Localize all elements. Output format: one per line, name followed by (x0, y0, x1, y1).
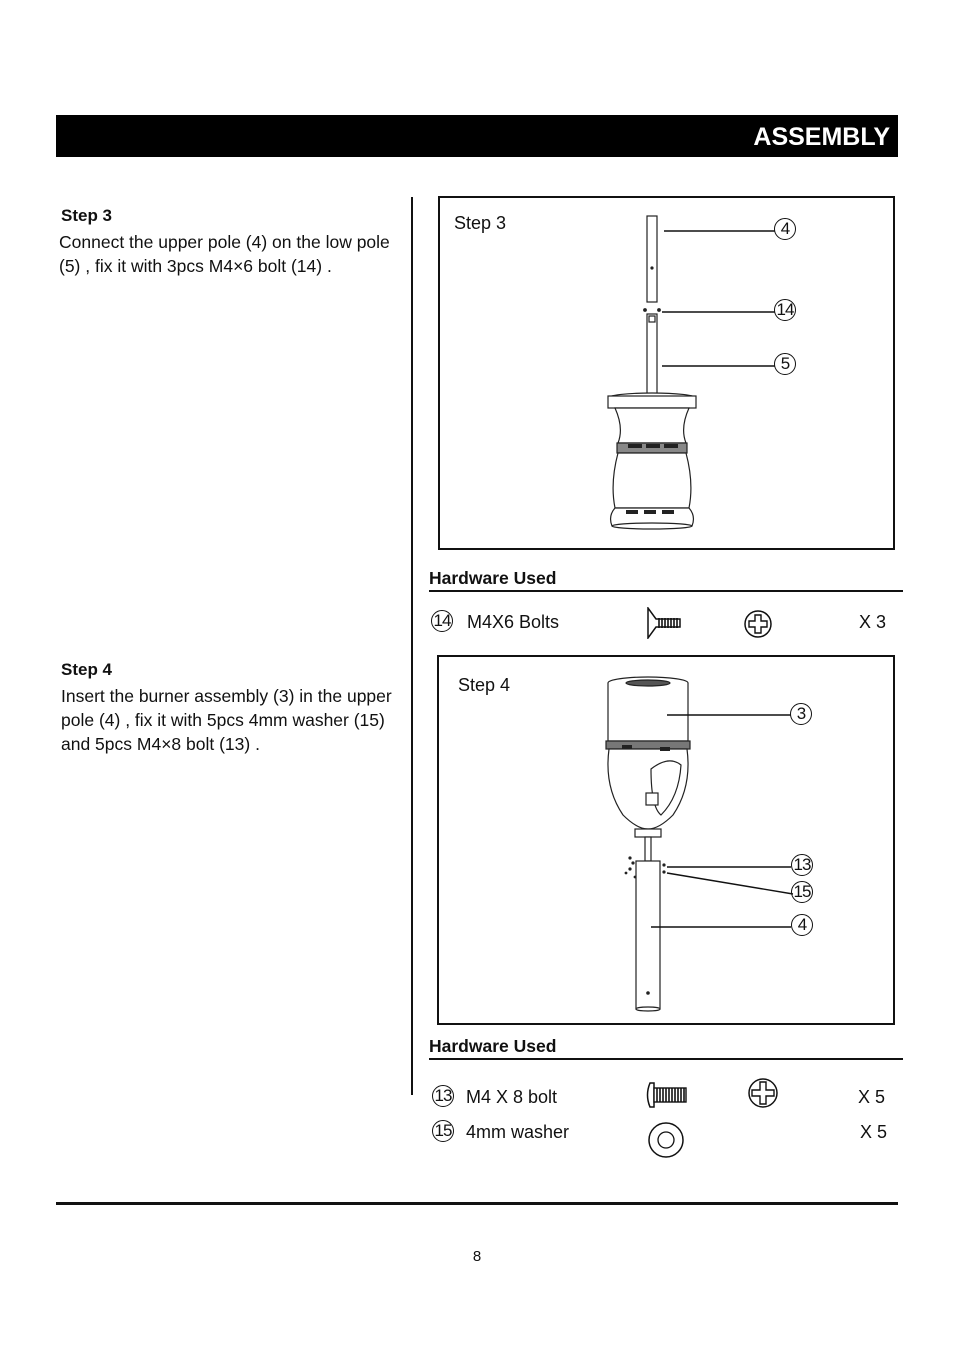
page-number: 8 (472, 1248, 482, 1265)
callout-15: 15 (791, 881, 813, 903)
hardware-number-15: 15 (432, 1120, 454, 1142)
callout-3: 3 (790, 703, 812, 725)
callout-4: 4 (774, 218, 796, 240)
footer-rule (56, 1202, 898, 1205)
callout-5: 5 (774, 353, 796, 375)
hardware-number-14: 14 (431, 610, 453, 632)
hardware-used-heading: Hardware Used (429, 1036, 557, 1056)
callout-4: 4 (791, 914, 813, 936)
step3-heading: Step 3 (61, 206, 113, 225)
step4-illustration (439, 657, 893, 1023)
hardware-qty-13: X 5 (858, 1087, 886, 1107)
page-title: ASSEMBLY (753, 123, 890, 151)
column-divider (411, 197, 413, 1095)
step3-instructions: Connect the upper pole (4) on the low pole (5) , fix it with 3pcs M4×6 bolt (14) . (59, 232, 390, 276)
step3-diagram (438, 196, 895, 550)
bolt-side-icon (646, 607, 682, 639)
phillips-head-icon (747, 1077, 779, 1109)
step4-instructions: Insert the burner assembly (3) in the upper pole (4) , fix it with 5pcs 4mm washer (15) and 5pcs M4×8 bolt (13) . (61, 686, 392, 754)
callout-13: 13 (791, 854, 813, 876)
phillips-head-icon (743, 609, 773, 639)
hardware-rule (429, 590, 903, 592)
hardware-name-m4x8: M4 X 8 bolt (466, 1087, 558, 1107)
step4-diagram (437, 655, 895, 1025)
hardware-rule (429, 1058, 903, 1060)
hardware-qty-15: X 5 (860, 1122, 888, 1142)
hardware-used-heading: Hardware Used (429, 568, 557, 588)
hardware-number-13: 13 (432, 1085, 454, 1107)
callout-14: 14 (774, 299, 796, 321)
step3-illustration (440, 198, 893, 548)
step3-diagram-label: Step 3 (454, 213, 507, 233)
step4-heading: Step 4 (61, 660, 113, 679)
hardware-qty-14: X 3 (859, 612, 887, 632)
hardware-name-m4x6: M4X6 Bolts (467, 612, 560, 632)
step4-diagram-label: Step 4 (458, 675, 511, 695)
header-bar (56, 115, 898, 157)
washer-icon (646, 1120, 686, 1160)
hardware-name-washer: 4mm washer (466, 1122, 570, 1142)
bolt-side-icon (644, 1080, 688, 1110)
